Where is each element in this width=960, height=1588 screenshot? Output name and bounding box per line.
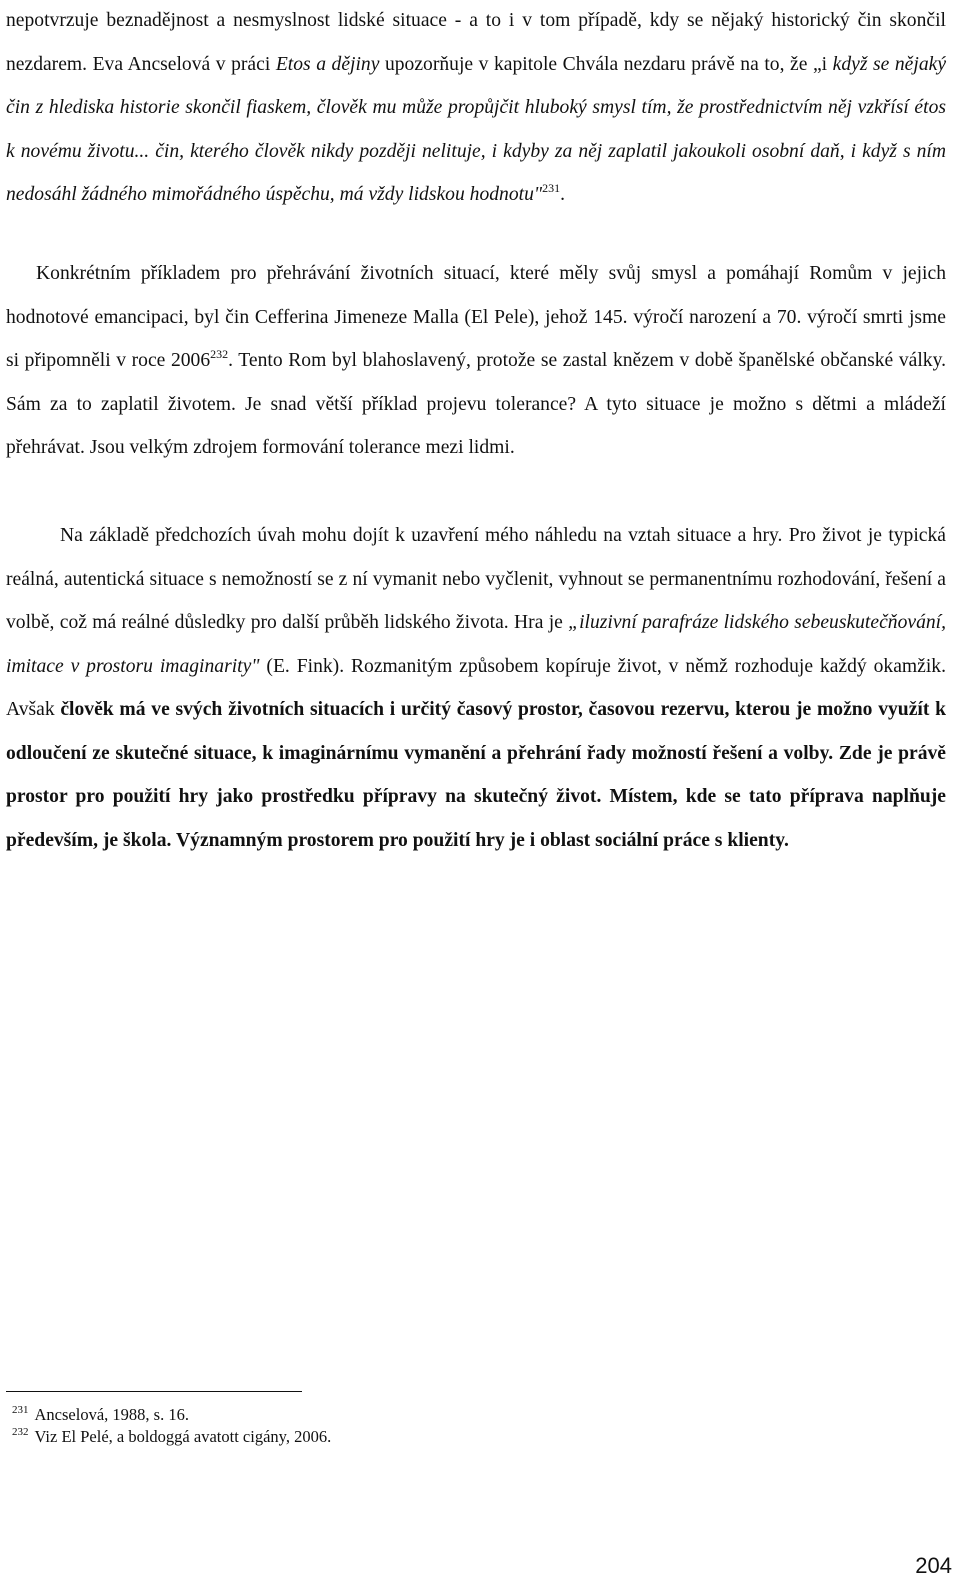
footnote-number: 232 bbox=[12, 1426, 29, 1438]
footnote-231 bbox=[12, 1404, 712, 1426]
p1-quote: když se nějaký čin z hlediska historie skončil fiaskem, člověk mu může propůjčit hluboký smysl tím, že prostřednictvím něj vzkřísí étos k novému životu... čin, kterého člověk nikdy později nelituje, i kdyby za něj zaplatil jakoukoli osobní daň, i když s ním nedosáhl žádného mimořádného úspěchu, má vždy lidskou hodnotu" bbox=[6, 53, 947, 205]
p3-text-1: Na základě předchozích úvah mohu dojít k uzavření mého náhledu na vztah situace a hry. Pro život je typická reálná, autentická situace s nemožností se z ní vymanit nebo vyčlenit, vyhnout se permanentnímu rozhodování, řešení a volbě, což má reálné důsledky pro další průběh lidského života. Hra je bbox=[6, 525, 946, 633]
footnote-separator bbox=[6, 1391, 302, 1392]
p3-text-2: (E. Fink). Rozmanitým způsobem kopíruje život, v němž rozhoduje každý okamžik. Avšak bbox=[6, 655, 946, 720]
p1-end: . bbox=[560, 184, 566, 205]
page-number: 204 bbox=[915, 1553, 952, 1578]
p2-text-2: . Tento Rom byl blahoslavený, protože se zastal knězem v době španělské občanské války. Sám za to zaplatil životem. Je snad větší příklad projevu tolerance? A tyto situace je možno s dětmi a mládeží přehrávat. Jsou velkým zdrojem formování tolerance mezi lidmi. bbox=[6, 350, 946, 458]
paragraph-3 bbox=[6, 514, 946, 862]
p2-text-1: Konkrétním příkladem pro přehrávání životních situací, které měly svůj smysl a pomáhají Romům v jejich hodnotové emancipaci, byl čin Cefferina Jimeneze Malla (El Pele), jehož 145. výročí narození a 70. výročí smrti jsme si připomněli v roce 2006 bbox=[6, 263, 946, 371]
p3-bold-text: člověk má ve svých životních situacích i určitý časový prostor, časovou rezervu, kterou je možno využít k odloučení ze skutečné situace, k imaginárnímu vymanění a přehrání řady možností řešení a volby. Zde je právě prostor pro použití hry jako prostředku přípravy na skutečný život. Místem, kde se tato příprava naplňuje především, je škola. Významným prostorem pro použití hry je i oblast sociální práce s klienty. bbox=[6, 699, 946, 851]
footnote-ref-231[interactable]: 231 bbox=[542, 181, 561, 195]
footnote-number: 231 bbox=[12, 1404, 29, 1416]
p1-text-1: nepotvrzuje beznadějnost a nesmyslnost lidské situace - a to i v tom případě, kdy se nějaký historický čin skončil nezdarem. Eva Ancselová v práci bbox=[6, 10, 946, 75]
footnote-text: Ancselová, 1988, s. 16. bbox=[34, 1405, 189, 1424]
p3-quote: „iluzivní parafráze lidského sebeuskutečňování, imitace v prostoru imaginarity" bbox=[6, 612, 946, 677]
footnote-ref-232[interactable]: 232 bbox=[210, 347, 229, 361]
p1-text-2: upozorňuje v kapitole Chvála nezdaru právě na to, že „i bbox=[379, 53, 833, 75]
footnotes bbox=[12, 1404, 712, 1448]
footnote-232 bbox=[12, 1426, 712, 1448]
paragraph-1 bbox=[6, 0, 946, 217]
footnote-text: Viz El Pelé, a boldoggá avatott cigány, 2006. bbox=[34, 1427, 332, 1446]
paragraph-2 bbox=[6, 252, 946, 470]
p1-book-title: Etos a dějiny bbox=[275, 53, 380, 75]
